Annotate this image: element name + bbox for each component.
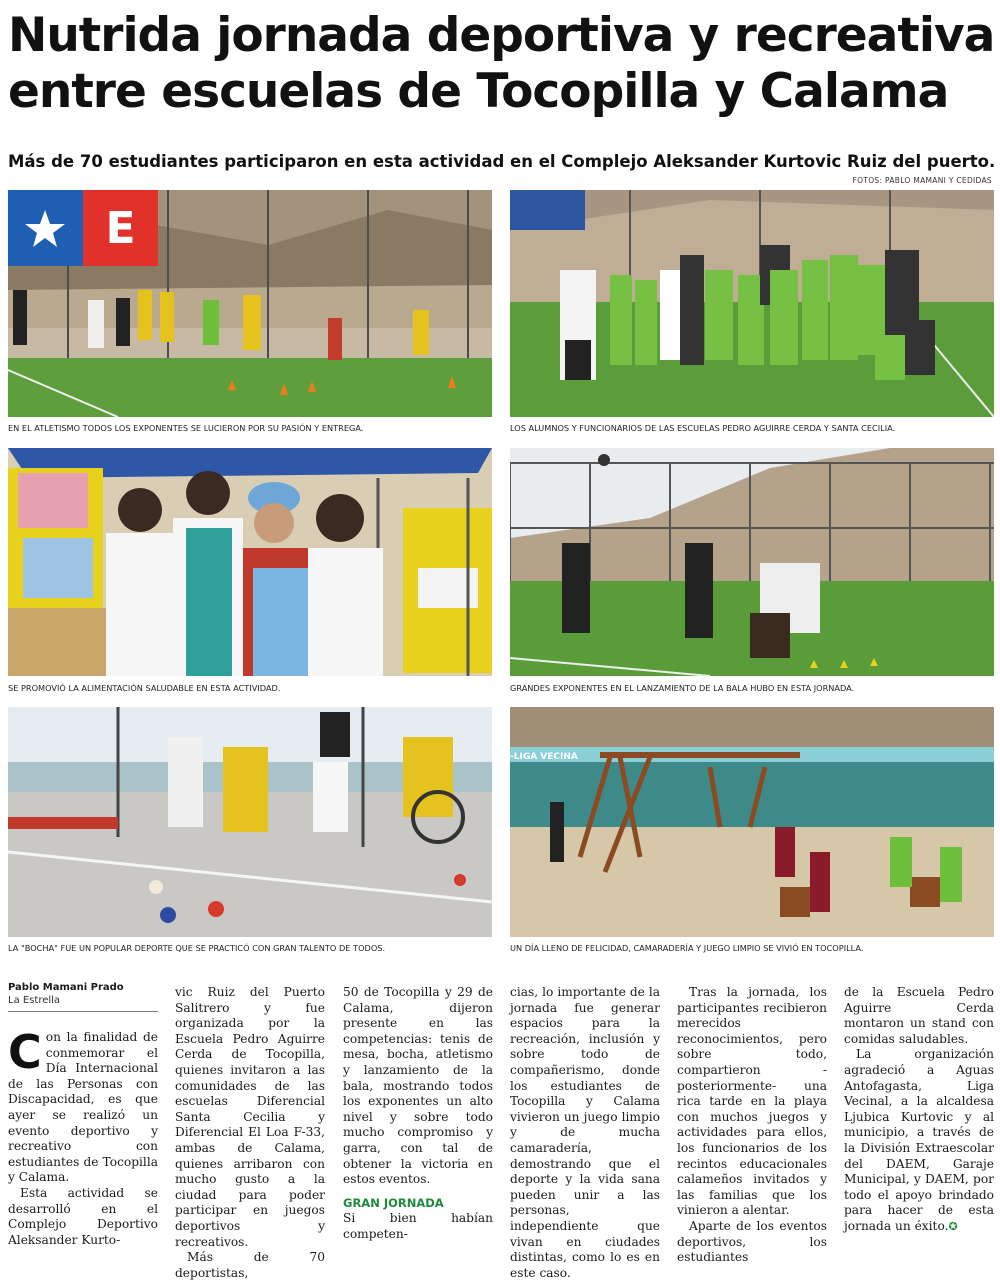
body-column-5 xyxy=(677,985,827,1266)
body-column-4 xyxy=(510,985,660,1281)
headline-line-1: Nutrida jornada deportiva y recreativa xyxy=(8,8,995,63)
photo-caption-3: SE PROMOVIÓ LA ALIMENTACIÓN SALUDABLE EN ESTA ACTIVIDAD. xyxy=(8,683,281,693)
byline-divider xyxy=(8,1011,158,1012)
section-heading: GRAN JORNADA xyxy=(343,1195,444,1210)
body-paragraph: vic Ruiz del Puerto Salitrero y fue organizada por la Escuela Pedro Aguirre Cerda de Tocopilla, quienes invitaron a las comunidades de las escuelas Diferencial Santa Cecilia y Diferencial El Loa F-33, ambas de Calama, quienes arribaron con mucho gusto a la ciudad para poder participar en juegos deportivos y recreativos. xyxy=(175,985,325,1249)
body-paragraph: on la finalidad de conmemorar el Día Internacional de las Personas con Discapacidad, es que ayer se realizó un evento deportivo y recreativo con estudiantes de Tocopilla y Calama. xyxy=(8,1030,158,1185)
photo-group xyxy=(510,190,994,417)
photo-shot-put xyxy=(510,448,994,676)
photo-caption-6: UN DÍA LLENO DE FELICIDAD, CAMARADERÍA Y JUEGO LIMPIO SE VIVIÓ EN TOCOPILLA. xyxy=(510,943,864,953)
photo-caption-5: LA "BOCHA" FUE UN POPULAR DEPORTE QUE SE PRACTICÓ CON GRAN TALENTO DE TODOS. xyxy=(8,943,386,953)
section-badge-letter: E xyxy=(105,202,136,254)
headline xyxy=(8,8,998,120)
photo-healthy-food xyxy=(8,448,492,676)
photo-athletics xyxy=(8,190,492,417)
drop-cap: C xyxy=(8,1025,42,1079)
photo-caption-1: EN EL ATLETISMO TODOS LOS EXPONENTES SE LUCIERON POR SU PASIÓN Y ENTREGA. xyxy=(8,423,364,433)
subheadline: Más de 70 estudiantes participaron en esta actividad en el Complejo Aleksander Kurtovic Ruiz del puerto. xyxy=(8,152,996,171)
chile-flag-badge xyxy=(8,190,158,266)
body-column-2 xyxy=(175,985,325,1281)
photo-playground xyxy=(510,707,994,937)
body-paragraph: de la Escuela Pedro Aguirre Cerda montaron un stand con comidas saludables. xyxy=(844,985,994,1046)
photo-bocha xyxy=(8,707,492,937)
body-column-3 xyxy=(343,985,493,1243)
body-paragraph: Si bien habían competen- xyxy=(343,1211,493,1241)
body-paragraph: cias, lo importante de la jornada fue generar espacios para la recreación, inclusión y sobre todo de compañerismo, donde los estudiantes de Tocopilla y Calama vivieron un juego limpio y de mucha camaradería, demostrando que el deporte y la vida sana pueden unir a las personas, independiente que vivan en ciudades distintas, como lo es en este caso. xyxy=(510,985,660,1280)
body-column-1 xyxy=(8,1025,158,1248)
end-mark-icon: ✪ xyxy=(948,1219,958,1233)
body-paragraph: Aparte de los eventos deportivos, los estudiantes xyxy=(677,1218,827,1265)
photo-caption-2: LOS ALUMNOS Y FUNCIONARIOS DE LAS ESCUELAS PEDRO AGUIRRE CERDA Y SANTA CECILIA. xyxy=(510,423,896,433)
headline-line-2: entre escuelas de Tocopilla y Calama xyxy=(8,64,949,119)
body-paragraph: Esta actividad se desarrolló en el Complejo Deportivo Aleksander Kurto- xyxy=(8,1185,158,1247)
body-paragraph: 50 de Tocopilla y 29 de Calama, dijeron presente en las competencias: tenis de mesa, bocha, atletismo y lanzamiento de la bala, mostrando todos los exponentes un alto nivel y sobre todo mucho compromiso y garra, con tal de obtener la victoria en estos eventos. xyxy=(343,985,493,1187)
byline-outlet: La Estrella xyxy=(8,995,61,1006)
photo-sign-text: -LIGA VECINA xyxy=(510,752,578,762)
byline-author: Pablo Mamani Prado xyxy=(8,982,124,993)
body-paragraph: La organización agradeció a Aguas Antofagasta, Liga Vecinal, a la alcaldesa Ljubica Kurtovic y al municipio, a través de la División Extraescolar del DAEM, Garaje Municipal, y DAEM, por todo el apoyo brindado para hacer de esta jornada un éxito. xyxy=(844,1047,994,1233)
body-paragraph: Tras la jornada, los participantes recibieron merecidos reconocimientos, pero sobre todo, compartieron -posteriormente- una rica tarde en la playa con muchos juegos y actividades para ellos, los funcionarios de los recintos educacionales calameños invitados y las familias que los vinieron a alentar. xyxy=(677,985,827,1218)
body-column-6 xyxy=(844,985,994,1235)
body-paragraph: Más de 70 deportistas, xyxy=(175,1250,325,1280)
photo-caption-4: GRANDES EXPONENTES EN EL LANZAMIENTO DE LA BALA HUBO EN ESTA JORNADA. xyxy=(510,683,855,693)
photo-credit: FOTOS: PABLO MAMANI Y CEDIDAS xyxy=(852,176,992,185)
